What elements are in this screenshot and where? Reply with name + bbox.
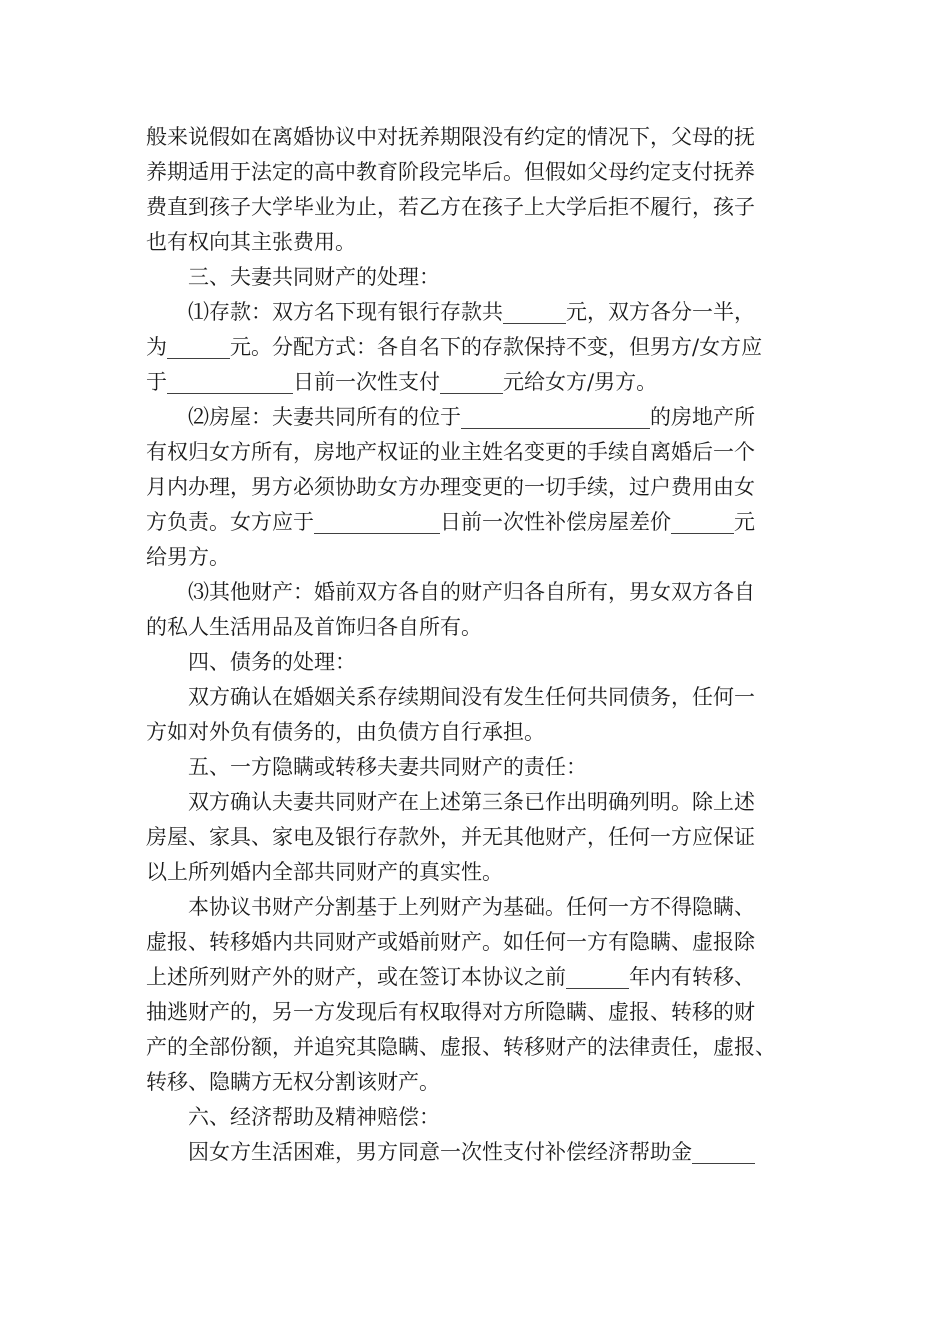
document-line: 产的全部份额，并追究其隐瞒、虚报、转移财产的法律责任，虚报、 bbox=[146, 1035, 776, 1059]
document-line: 四、债务的处理： bbox=[188, 650, 356, 674]
document-line: 房屋、家具、家电及银行存款外，并无其他财产，任何一方应保证 bbox=[146, 825, 755, 849]
document-body bbox=[146, 120, 826, 1170]
document-line: 三、夫妻共同财产的处理： bbox=[188, 265, 440, 289]
document-line: 于____________日前一次性支付______元给女方/男方。 bbox=[146, 370, 658, 394]
document-line: 六、经济帮助及精神赔偿： bbox=[188, 1105, 440, 1129]
document-line: 方负责。女方应于____________日前一次性补偿房屋差价______元 bbox=[146, 510, 755, 534]
document-line: 虚报、转移婚内共同财产或婚前财产。如任何一方有隐瞒、虚报除 bbox=[146, 930, 755, 954]
document-line: 转移、隐瞒方无权分割该财产。 bbox=[146, 1070, 440, 1094]
document-line: 也有权向其主张费用。 bbox=[146, 230, 356, 254]
document-line: ⑴存款：双方名下现有银行存款共______元，双方各分一半， bbox=[188, 300, 755, 324]
document-line: 本协议书财产分割基于上列财产为基础。任何一方不得隐瞒、 bbox=[188, 895, 755, 919]
document-line: ⑵房屋：夫妻共同所有的位于__________________的房地产所 bbox=[188, 405, 755, 429]
document-line: 的私人生活用品及首饰归各自所有。 bbox=[146, 615, 482, 639]
document-line: 方如对外负有债务的，由负债方自行承担。 bbox=[146, 720, 545, 744]
document-line: 月内办理，男方必须协助女方办理变更的一切手续，过户费用由女 bbox=[146, 475, 755, 499]
document-line: 抽逃财产的，另一方发现后有权取得对方所隐瞒、虚报、转移的财 bbox=[146, 1000, 755, 1024]
document-line: 五、一方隐瞒或转移夫妻共同财产的责任： bbox=[188, 755, 587, 779]
document-line: 般来说假如在离婚协议中对抚养期限没有约定的情况下，父母的抚 bbox=[146, 125, 755, 149]
document-line: ⑶其他财产：婚前双方各自的财产归各自所有，男女双方各自 bbox=[188, 580, 755, 604]
document-line: 给男方。 bbox=[146, 545, 230, 569]
document-line: 养期适用于法定的高中教育阶段完毕后。但假如父母约定支付抚养 bbox=[146, 160, 755, 184]
document-line: 为______元。分配方式：各自名下的存款保持不变，但男方/女方应 bbox=[146, 335, 763, 359]
document-line: 因女方生活困难，男方同意一次性支付补偿经济帮助金______ bbox=[188, 1140, 755, 1164]
document-line: 以上所列婚内全部共同财产的真实性。 bbox=[146, 860, 503, 884]
document-line: 上述所列财产外的财产，或在签订本协议之前______年内有转移、 bbox=[146, 965, 755, 989]
document-line: 有权归女方所有，房地产权证的业主姓名变更的手续自离婚后一个 bbox=[146, 440, 755, 464]
document-line: 费直到孩子大学毕业为止，若乙方在孩子上大学后拒不履行，孩子 bbox=[146, 195, 755, 219]
document-line: 双方确认夫妻共同财产在上述第三条已作出明确列明。除上述 bbox=[188, 790, 755, 814]
document-line: 双方确认在婚姻关系存续期间没有发生任何共同债务，任何一 bbox=[188, 685, 755, 709]
